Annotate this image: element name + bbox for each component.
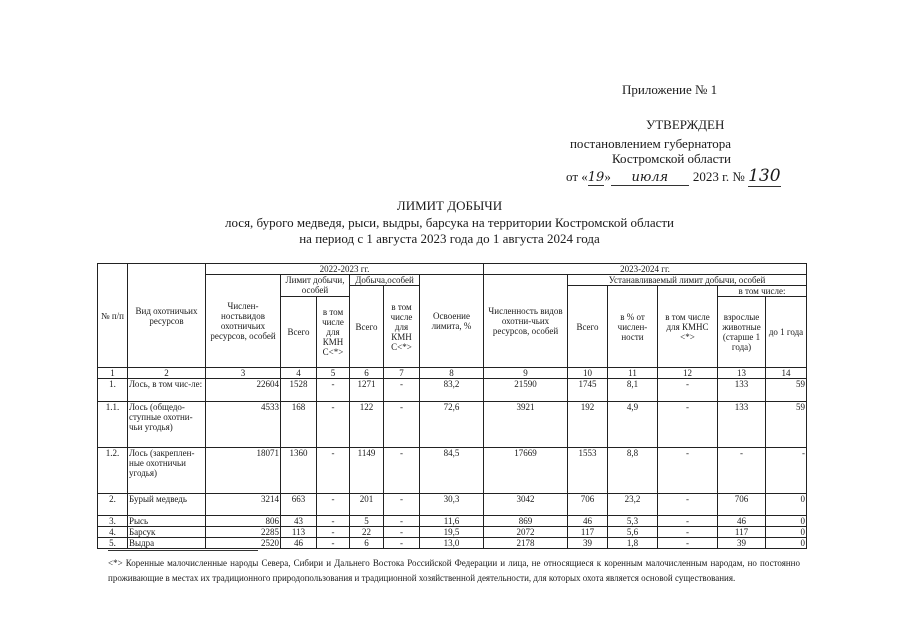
- table-cell: 22604: [206, 379, 281, 402]
- table-cell: 5,6: [608, 527, 658, 538]
- table-cell: 2178: [484, 538, 568, 549]
- table-cell: 0: [766, 516, 807, 527]
- table-cell: 30,3: [420, 494, 484, 516]
- table-cell: 869: [484, 516, 568, 527]
- table-row: [98, 494, 807, 516]
- document-number: 130: [748, 166, 781, 186]
- table-cell: 8,1: [608, 379, 658, 402]
- table-row: [98, 402, 807, 448]
- col-num: 11: [608, 368, 658, 379]
- table-cell: 59: [766, 402, 807, 448]
- col-num: 5: [317, 368, 350, 379]
- table-cell: 2520: [206, 538, 281, 549]
- col-num: 7: [384, 368, 420, 379]
- col-num: 4: [281, 368, 317, 379]
- table-cell: 1745: [568, 379, 608, 402]
- table-row: [98, 516, 807, 527]
- table-cell: -: [384, 527, 420, 538]
- table-cell: 4,9: [608, 402, 658, 448]
- table-cell: 1.2.: [98, 448, 128, 494]
- table-cell: 46: [568, 516, 608, 527]
- table-cell: 113: [281, 527, 317, 538]
- header-limit: Лимит добычи, особей: [281, 275, 350, 297]
- table-cell: -: [658, 527, 718, 538]
- header-set-limit: Устанавливаемый лимит добычи, особей: [568, 275, 807, 286]
- table-cell: 3214: [206, 494, 281, 516]
- table-cell: 663: [281, 494, 317, 516]
- date-year: 2023 г. №: [692, 169, 745, 184]
- table-cell: 0: [766, 538, 807, 549]
- table-cell: 201: [350, 494, 384, 516]
- table-cell: 3.: [98, 516, 128, 527]
- table-cell: -: [384, 448, 420, 494]
- table-cell: 133: [718, 402, 766, 448]
- table-cell: 17669: [484, 448, 568, 494]
- appendix-label: Приложение № 1: [622, 82, 718, 97]
- table-cell: 0: [766, 527, 807, 538]
- table-cell: 23,2: [608, 494, 658, 516]
- document-title: ЛИМИТ ДОБЫЧИ: [396, 198, 503, 213]
- table-cell: 46: [281, 538, 317, 549]
- table-cell: -: [766, 448, 807, 494]
- table-cell: 19,5: [420, 527, 484, 538]
- table-cell: 806: [206, 516, 281, 527]
- header-harvest: Добыча,особей: [350, 275, 420, 286]
- table-cell: -: [317, 379, 350, 402]
- table-cell: 133: [718, 379, 766, 402]
- col-num: 2: [128, 368, 206, 379]
- table-cell: 18071: [206, 448, 281, 494]
- species-cell: Рысь: [128, 516, 206, 527]
- header-limit-kmn: в том числе для КМН С<*>: [317, 297, 350, 368]
- table-cell: -: [384, 516, 420, 527]
- col-num: 3: [206, 368, 281, 379]
- date-mid: »: [604, 169, 611, 184]
- header-period-2023: 2023-2024 гг.: [484, 264, 807, 275]
- table-cell: -: [317, 448, 350, 494]
- table-cell: 43: [281, 516, 317, 527]
- table-cell: 1.1.: [98, 402, 128, 448]
- col-num: 13: [718, 368, 766, 379]
- table-cell: 1,8: [608, 538, 658, 549]
- header-harvest-total: Всего: [350, 286, 384, 368]
- species-cell: Бурый медведь: [128, 494, 206, 516]
- species-cell: Лось (общедо-ступные охотни-чьи угодья): [128, 402, 206, 448]
- table-cell: 1.: [98, 379, 128, 402]
- table-cell: 122: [350, 402, 384, 448]
- table-cell: -: [384, 494, 420, 516]
- table-cell: -: [317, 494, 350, 516]
- col-num: 10: [568, 368, 608, 379]
- species-cell: Лось (закреплен-ные охотничьи угодья): [128, 448, 206, 494]
- table-cell: 72,6: [420, 402, 484, 448]
- table-cell: 192: [568, 402, 608, 448]
- table-cell: 0: [766, 494, 807, 516]
- header-set-pct: в % от числен-ности: [608, 286, 658, 368]
- table-cell: 1149: [350, 448, 384, 494]
- table-row: [98, 379, 807, 402]
- header-adult: взрослые животные (старше 1 года): [718, 297, 766, 368]
- col-num: 14: [766, 368, 807, 379]
- table-cell: 2072: [484, 527, 568, 538]
- table-cell: 83,2: [420, 379, 484, 402]
- table-cell: 117: [568, 527, 608, 538]
- date-day: 19: [587, 170, 605, 185]
- table-cell: 11,6: [420, 516, 484, 527]
- header-mastery: Освоение лимита, %: [420, 275, 484, 368]
- header-period-2022: 2022-2023 гг.: [206, 264, 484, 275]
- table-row: [98, 538, 807, 549]
- table-cell: 168: [281, 402, 317, 448]
- header-num: № п/п: [98, 264, 128, 368]
- footnote-text: <*> Коренные малочисленные народы Севера, Сибири и Дальнего Востока Российской Федерации и лица, не относящиеся к коренным малочисленным народам, но постоянно проживающие в местах их традиционного природопользования и традиционной хозяйственной деятельности, для которых охота является основой существования.: [108, 558, 800, 583]
- table-cell: -: [317, 516, 350, 527]
- approved-heading: УТВЕРЖДЕН: [646, 117, 725, 132]
- header-row-1: [98, 264, 807, 275]
- table-cell: 39: [718, 538, 766, 549]
- species-cell: Выдра: [128, 538, 206, 549]
- table-cell: 2285: [206, 527, 281, 538]
- table-cell: -: [384, 538, 420, 549]
- table-cell: 5,3: [608, 516, 658, 527]
- header-harvest-kmn: в том числе для КМН С<*>: [384, 286, 420, 368]
- col-num: 1: [98, 368, 128, 379]
- table-cell: 6: [350, 538, 384, 549]
- table-cell: 3921: [484, 402, 568, 448]
- table-cell: 46: [718, 516, 766, 527]
- table-cell: -: [658, 516, 718, 527]
- table-cell: 1360: [281, 448, 317, 494]
- col-num: 6: [350, 368, 384, 379]
- table-cell: 706: [718, 494, 766, 516]
- column-number-row: [98, 368, 807, 379]
- col-num: 9: [484, 368, 568, 379]
- header-set-kmns: в том числе для КМНС <*>: [658, 286, 718, 368]
- table-cell: 4.: [98, 527, 128, 538]
- date-prefix: от «: [566, 169, 588, 184]
- table-cell: -: [718, 448, 766, 494]
- col-num: 12: [658, 368, 718, 379]
- table-cell: 84,5: [420, 448, 484, 494]
- table-cell: -: [317, 538, 350, 549]
- approval-date-line: [566, 166, 781, 186]
- table-cell: -: [384, 402, 420, 448]
- table-cell: 2.: [98, 494, 128, 516]
- col-num: 8: [420, 368, 484, 379]
- species-cell: Лось, в том чис-ле:: [128, 379, 206, 402]
- header-species: Вид охотничьих ресурсов: [128, 264, 206, 368]
- table-cell: -: [317, 402, 350, 448]
- header-incl: в том числе:: [718, 286, 807, 297]
- document-period: на период с 1 августа 2023 года до 1 августа 2024 года: [299, 231, 600, 246]
- table-cell: 5.: [98, 538, 128, 549]
- header-set-total: Всего: [568, 286, 608, 368]
- species-cell: Барсук: [128, 527, 206, 538]
- table-cell: 22: [350, 527, 384, 538]
- table-cell: -: [658, 494, 718, 516]
- table-cell: 4533: [206, 402, 281, 448]
- table-cell: 59: [766, 379, 807, 402]
- table-cell: 1528: [281, 379, 317, 402]
- header-count-new: Численность видов охотни-чьих ресурсов, особей: [484, 275, 568, 368]
- table-cell: 3042: [484, 494, 568, 516]
- header-young: до 1 года: [766, 297, 807, 368]
- table-cell: 1553: [568, 448, 608, 494]
- table-cell: 117: [718, 527, 766, 538]
- header-count-prev: Числен-ностьвидов охотничьих ресурсов, особей: [206, 275, 281, 368]
- table-cell: 13,0: [420, 538, 484, 549]
- header-limit-total: Всего: [281, 297, 317, 368]
- document-subtitle: лося, бурого медведя, рыси, выдры, барсука на территории Костромской области: [224, 215, 675, 230]
- table-cell: -: [384, 379, 420, 402]
- table-cell: 39: [568, 538, 608, 549]
- table-cell: -: [658, 538, 718, 549]
- table-cell: 8,8: [608, 448, 658, 494]
- table-cell: 706: [568, 494, 608, 516]
- approved-by-line-2: Костромской области: [611, 151, 731, 166]
- approved-by-line-1: постановлением губернатора: [569, 136, 731, 151]
- table-row: [98, 448, 807, 494]
- table-cell: -: [658, 448, 718, 494]
- table-cell: 21590: [484, 379, 568, 402]
- table-cell: -: [658, 379, 718, 402]
- table-cell: 1271: [350, 379, 384, 402]
- footnote-rule: [108, 550, 258, 551]
- table-cell: -: [317, 527, 350, 538]
- date-month: июля: [611, 170, 689, 186]
- table-cell: -: [658, 402, 718, 448]
- limit-table: [97, 263, 807, 549]
- table-row: [98, 527, 807, 538]
- table-cell: 5: [350, 516, 384, 527]
